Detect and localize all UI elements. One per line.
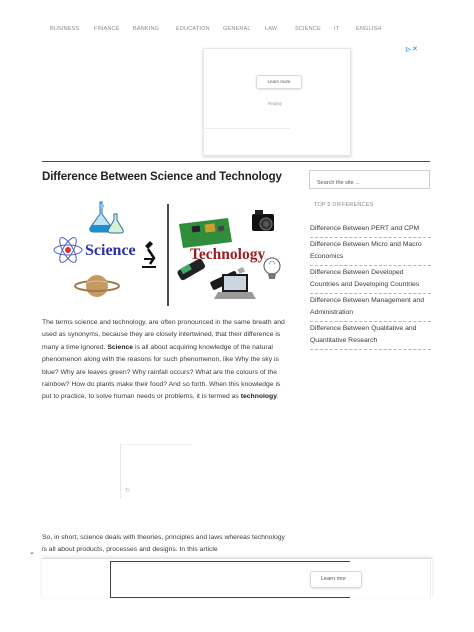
ad-replay-link[interactable]: Replay — [268, 101, 283, 106]
nav-item-general[interactable]: GENERAL — [223, 26, 251, 32]
microscope-icon — [142, 241, 156, 268]
content-divider — [42, 161, 430, 162]
top-advertisement[interactable] — [203, 48, 351, 156]
sidebar-link-management-administration[interactable]: Difference Between Management and Administration — [310, 297, 424, 316]
search-box[interactable] — [309, 170, 430, 189]
camera-icon — [252, 210, 274, 231]
paragraph-text: is all about acquiring knowledge of the natural phenomenon along with the reasons for such phenomenon, like Why the sky is blue? Why are leaves green? Why rainfall occurs? What are the colours of the rainbow? How do plants make their food? And so forth. When this knowledge is put to practice, to solve human needs or problems, it is termed as — [42, 343, 281, 401]
sidebar-divider — [310, 293, 431, 294]
ad-divider — [204, 128, 290, 129]
light-bulb-icon — [264, 258, 280, 279]
ad-learn-more-button[interactable]: Learn mor — [310, 571, 362, 588]
sidebar-heading: TOP 5 DIFFERENCES — [314, 202, 374, 208]
sidebar-link-pert-cpm[interactable]: Difference Between PERT and CPM — [310, 225, 420, 232]
ad-close-icon[interactable]: ✕ — [412, 46, 418, 53]
article-hero-image — [42, 196, 292, 314]
sidebar-divider — [310, 237, 431, 238]
article-paragraph-intro — [42, 317, 290, 404]
sidebar-link-developed-developing[interactable]: Difference Between Developed Countries and Developing Countries — [310, 269, 420, 288]
nav-item-science[interactable]: SCIENCE — [295, 26, 321, 32]
sidebar-divider — [310, 349, 431, 350]
ad-loading-icon: ↻ — [125, 488, 131, 494]
nav-item-banking[interactable]: BANKING — [133, 26, 160, 32]
sidebar-divider — [310, 265, 431, 266]
sidebar-divider — [310, 321, 431, 322]
nav-item-business[interactable]: BUSINESS — [50, 26, 80, 32]
article-title: Difference Between Science and Technology — [42, 171, 282, 183]
sidebar-link-qualitative-quantitative[interactable]: Difference Between Qualitative and Quantitative Research — [310, 325, 417, 344]
hero-technology-label: Technology — [190, 246, 266, 263]
inline-advertisement[interactable] — [120, 444, 192, 499]
hero-science-label: Science — [85, 242, 136, 259]
atom-icon — [54, 235, 82, 264]
search-input[interactable] — [310, 175, 429, 192]
chevron-down-icon[interactable]: ⌄ — [29, 549, 35, 556]
term-science: Science — [107, 343, 134, 351]
sidebar-link-micro-macro[interactable]: Difference Between Micro and Macro Economics — [310, 241, 422, 260]
top-navigation — [0, 26, 474, 36]
nav-item-english[interactable]: ENGLISH — [356, 26, 382, 32]
circuit-board-icon — [179, 218, 232, 248]
nav-item-finance[interactable]: FINANCE — [94, 26, 120, 32]
ad-edge-divider — [430, 559, 431, 599]
ad-learn-more-button[interactable]: Learn more — [256, 75, 302, 89]
adchoices-icon[interactable]: ▷ — [406, 47, 411, 53]
nav-item-it[interactable]: IT — [334, 26, 340, 32]
nav-item-education[interactable]: EDUCATION — [176, 26, 210, 32]
planet-icon — [75, 275, 119, 297]
article-paragraph-summary: So, in short, science deals with theories, principles and laws whereas technology is all about products, processes and designs. In this article — [42, 534, 285, 554]
nav-item-law[interactable]: LAW — [265, 26, 278, 32]
paragraph-text: . — [276, 393, 279, 401]
bottom-sticky-advertisement[interactable] — [42, 558, 432, 598]
paragraph-text: The terms science and technology, are often pronounced in the same breath and used as synonyms, because they are closely intertwined, that their difference is many a time ignored. — [42, 319, 285, 351]
term-technology: technology — [240, 393, 277, 401]
flask-icon — [90, 202, 123, 233]
